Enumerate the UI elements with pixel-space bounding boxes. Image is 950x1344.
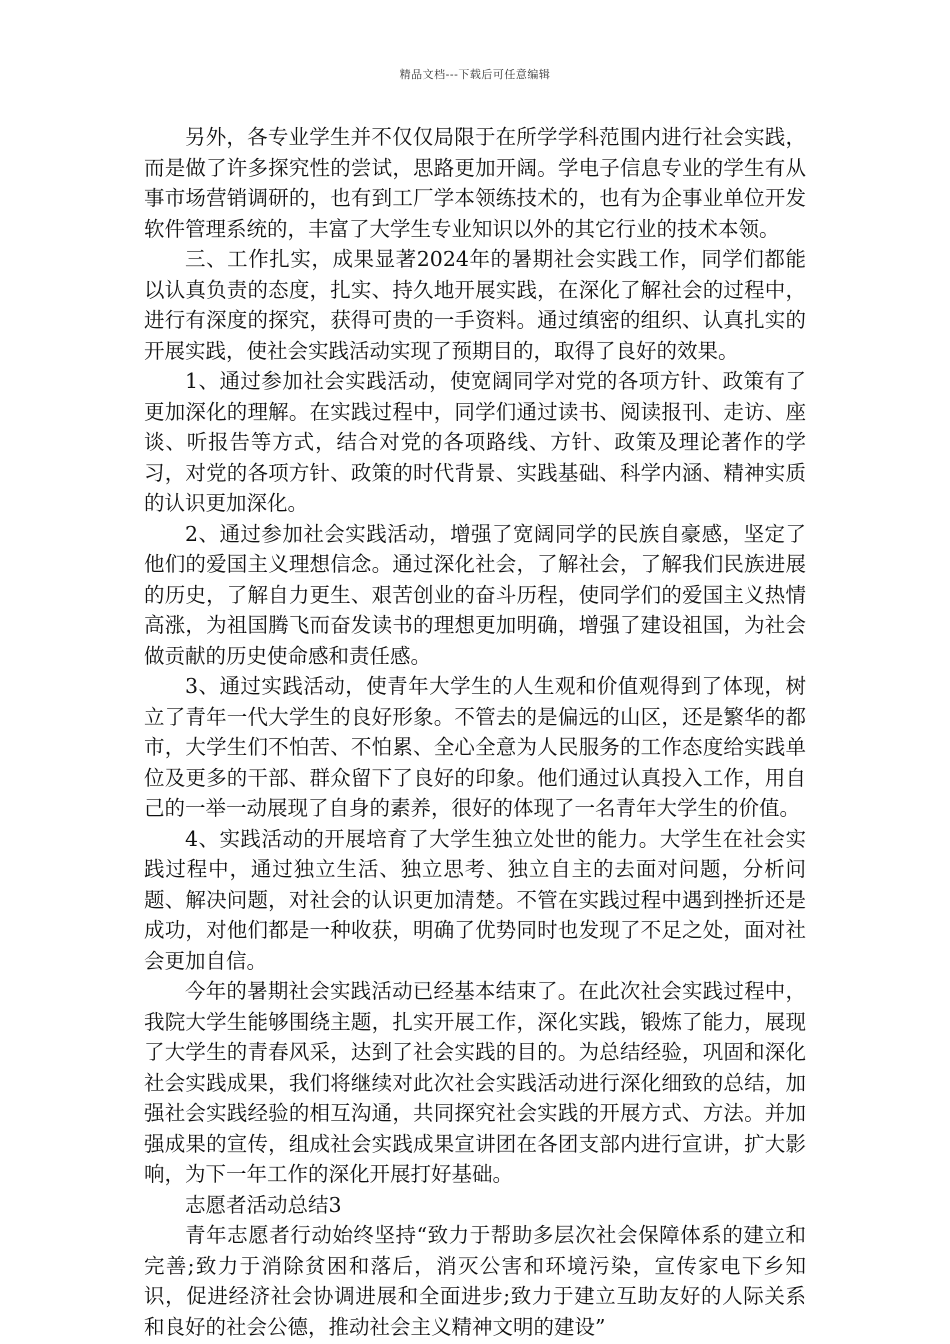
paragraph-conclusion: 今年的暑期社会实践活动已经基本结束了。在此次社会实践过程中，我院大学生能够围绕主题，扎实开展工作，深化实践，锻炼了能力，展现了大学生的青春风采，达到了社会实践的目的。为总结经验，巩固和深化社会实践成果，我们将继续对此次社会实践活动进行深化细致的总结，加强社会实践经验的相互沟通，共同探究社会实践的开展方式、方法。并加强成果的宣传，组成社会实践成果宣讲团在各团支部内进行宣讲，扩大影响，为下一年工作的深化开展打好基础。 [144, 979, 806, 1186]
document-body [144, 122, 806, 1342]
section-heading: 志愿者活动总结3 [185, 1192, 342, 1217]
paragraph-point-three: 3、通过实践活动，使青年大学生的人生观和价值观得到了体现，树立了青年一代大学生的良好形象。不管去的是偏远的山区，还是繁华的都市，大学生们不怕苦、不怕累、全心全意为人民服务的工作态度给实践单位及更多的干部、群众留下了良好的印象。他们通过认真投入工作，用自己的一举一动展现了自身的素养，很好的体现了一名青年大学生的价值。 [144, 674, 806, 820]
paragraph-point-four: 4、实践活动的开展培育了大学生独立处世的能力。大学生在社会实践过程中，通过独立生活、独立思考、独立自主的去面对问题，分析问题、解决问题，对社会的认识更加清楚。不管在实践过程中遇到挫折还是成功，对他们都是一种收获，明确了优势同时也发现了不足之处，面对社会更加自信。 [144, 826, 806, 973]
paragraph-section-three: 三、工作扎实，成果显著2024年的暑期社会实践工作，同学们都能以认真负责的态度，扎实、持久地开展实践，在深化了解社会的过程中，进行有深度的探究，获得可贵的一手资料。通过缜密的组织、认真扎实的开展实践，使社会实践活动实现了预期目的，取得了良好的效果。 [144, 247, 806, 363]
paragraph-point-one: 1、通过参加社会实践活动，使宽阔同学对党的各项方针、政策有了更加深化的理解。在实践过程中，同学们通过读书、阅读报刊、走访、座谈、听报告等方式，结合对党的各项路线、方针、政策及理论著作的学习，对党的各项方针、政策的时代背景、实践基础、科学内涵、精神实质的认识更加深化。 [144, 369, 806, 515]
paragraph-specialization: 另外，各专业学生并不仅仅局限于在所学学科范围内进行社会实践，而是做了许多探究性的尝试，思路更加开阔。学电子信息专业的学生有从事市场营销调研的，也有到工厂学本领练技术的，也有为企事业单位开发软件管理系统的，丰富了大学生专业知识以外的其它行业的技术本领。 [144, 125, 806, 241]
paragraph-point-two: 2、通过参加社会实践活动，增强了宽阔同学的民族自豪感，坚定了他们的爱国主义理想信念。通过深化社会，了解社会，了解我们民族进展的历史，了解自力更生、艰苦创业的奋斗历程，使同学们的爱国主义热情高涨，为祖国腾飞而奋发读书的理想更加明确，增强了建设祖国，为社会做贡献的历史使命感和责任感。 [144, 521, 806, 668]
paragraph-volunteer: 青年志愿者行动始终坚持“致力于帮助多层次社会保障体系的建立和完善;致力于消除贫困和落后，消灭公害和环境污染，宣传家电下乡知识，促进经济社会协调进展和全面进步;致力于建立互助友好的人际关系和良好的社会公德，推动社会主义精神文明的建设” [144, 1223, 806, 1339]
page-header: 精品文档---下载后可任意编辑 [399, 68, 551, 81]
